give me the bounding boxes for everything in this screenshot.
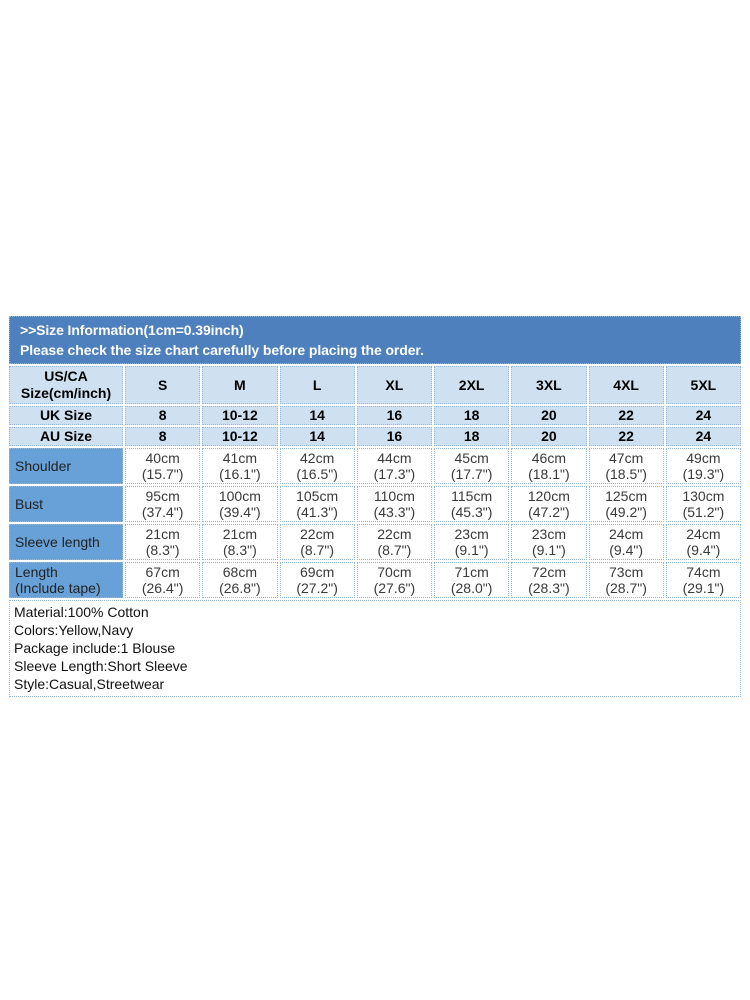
measurement-cm: 70cm xyxy=(377,564,412,580)
measurement-label-line: Sleeve length xyxy=(15,534,100,550)
measurement-label xyxy=(9,486,123,522)
banner-row xyxy=(9,316,741,364)
uk-row-value: 22 xyxy=(589,406,664,425)
corner-header-line2: Size(cm/inch) xyxy=(20,385,112,401)
measurement-cm: 100cm xyxy=(218,488,261,504)
measurement-value xyxy=(202,486,277,522)
measurement-value xyxy=(434,486,509,522)
measurement-cm: 46cm xyxy=(531,450,566,466)
measurement-row xyxy=(9,562,741,598)
measurement-value xyxy=(280,562,355,598)
measurement-inch: (8.7") xyxy=(300,542,334,558)
measurement-value xyxy=(589,448,664,484)
au-row-value: 22 xyxy=(589,427,664,446)
measurement-inch: (51.2") xyxy=(682,504,725,520)
size-column-header-2xl: 2XL xyxy=(434,366,509,404)
measurement-cm: 44cm xyxy=(377,450,412,466)
measurement-inch: (26.8") xyxy=(219,580,261,596)
measurement-inch: (27.6") xyxy=(373,580,416,596)
measurement-inch: (17.3") xyxy=(373,466,416,482)
measurement-value xyxy=(202,562,277,598)
banner-title: >>Size Information(1cm=0.39inch) xyxy=(20,322,244,338)
measurement-value xyxy=(357,562,432,598)
au-size-row xyxy=(9,427,741,446)
measurement-cm: 95cm xyxy=(145,488,180,504)
measurement-cm: 41cm xyxy=(222,450,257,466)
measurement-value xyxy=(202,524,277,560)
measurement-value xyxy=(357,486,432,522)
measurement-cm: 21cm xyxy=(145,526,180,542)
measurement-cm: 24cm xyxy=(686,526,721,542)
notes-row xyxy=(9,600,741,697)
measurement-row xyxy=(9,524,741,560)
measurement-value xyxy=(666,524,741,560)
measurement-label-line: Shoulder xyxy=(15,458,72,474)
measurement-cm: 68cm xyxy=(222,564,257,580)
measurement-cm: 23cm xyxy=(454,526,489,542)
measurement-inch: (9.4") xyxy=(609,542,643,558)
measurement-value xyxy=(280,486,355,522)
measurement-inch: (8.7") xyxy=(377,542,412,558)
measurement-value xyxy=(280,524,355,560)
note-line: Style:Casual,Streetwear xyxy=(14,676,165,692)
measurement-cm: 45cm xyxy=(454,450,489,466)
au-row-value: 10-12 xyxy=(202,427,277,446)
measurement-cm: 24cm xyxy=(609,526,644,542)
measurement-value xyxy=(589,524,664,560)
measurement-inch: (28.3") xyxy=(528,580,570,596)
measurement-label xyxy=(9,448,123,484)
size-column-header-5xl: 5XL xyxy=(666,366,741,404)
measurement-value xyxy=(589,562,664,598)
uk-row-value: 14 xyxy=(280,406,355,425)
measurement-value xyxy=(666,448,741,484)
measurement-inch: (26.4") xyxy=(141,580,184,596)
product-notes xyxy=(9,600,741,697)
measurement-label-line: (Include tape) xyxy=(15,580,101,596)
au-row-value: 18 xyxy=(434,427,509,446)
measurement-inch: (9.4") xyxy=(686,542,721,558)
measurement-cm: 110cm xyxy=(373,488,415,504)
au-size-label: AU Size xyxy=(9,427,123,446)
measurement-inch: (15.7") xyxy=(141,466,184,482)
measurement-value xyxy=(511,524,586,560)
measurement-cm: 73cm xyxy=(609,564,644,580)
size-column-header-m: M xyxy=(202,366,277,404)
measurement-cm: 22cm xyxy=(300,526,335,542)
measurement-cm: 22cm xyxy=(377,526,412,542)
measurement-inch: (47.2") xyxy=(528,504,570,520)
measurement-inch: (28.0") xyxy=(450,580,493,596)
measurement-cm: 115cm xyxy=(451,488,493,504)
measurement-cm: 49cm xyxy=(686,450,721,466)
size-chart-table xyxy=(7,314,743,699)
measurement-cm: 21cm xyxy=(222,526,257,542)
measurement-cm: 130cm xyxy=(682,488,725,504)
measurement-inch: (8.3") xyxy=(222,542,257,558)
measurement-inch: (8.3") xyxy=(145,542,180,558)
measurement-cm: 74cm xyxy=(686,564,721,580)
measurement-inch: (16.1") xyxy=(219,466,261,482)
measurement-value xyxy=(125,524,200,560)
measurement-cm: 120cm xyxy=(527,488,570,504)
measurement-inch: (9.1") xyxy=(454,542,489,558)
measurement-inch: (18.5") xyxy=(605,466,647,482)
au-row-value: 24 xyxy=(666,427,741,446)
measurement-value xyxy=(434,448,509,484)
size-column-header-xl: XL xyxy=(357,366,432,404)
measurement-inch: (27.2") xyxy=(296,580,338,596)
measurement-label-line: Bust xyxy=(15,496,44,512)
measurement-inch: (18.1") xyxy=(528,466,570,482)
measurement-cm: 125cm xyxy=(605,488,648,504)
measurement-inch: (37.4") xyxy=(141,504,184,520)
measurement-inch: (49.2") xyxy=(605,504,647,520)
measurement-inch: (19.3") xyxy=(682,466,725,482)
size-column-header-s: S xyxy=(125,366,200,404)
measurement-value xyxy=(280,448,355,484)
measurement-inch: (39.4") xyxy=(219,504,261,520)
measurement-value xyxy=(125,448,200,484)
measurement-cm: 69cm xyxy=(300,564,335,580)
note-line: Sleeve Length:Short Sleeve xyxy=(14,658,188,674)
measurement-value xyxy=(125,562,200,598)
measurement-cm: 23cm xyxy=(531,526,566,542)
measurement-inch: (43.3") xyxy=(373,504,416,520)
au-row-value: 16 xyxy=(357,427,432,446)
measurement-value xyxy=(357,448,432,484)
measurement-inch: (16.5") xyxy=(296,466,338,482)
note-line: Colors:Yellow,Navy xyxy=(14,622,134,638)
corner-header xyxy=(9,366,123,404)
au-row-value: 20 xyxy=(511,427,586,446)
measurement-inch: (41.3") xyxy=(296,504,338,520)
measurement-label xyxy=(9,524,123,560)
size-column-header-4xl: 4XL xyxy=(589,366,664,404)
au-row-value: 14 xyxy=(280,427,355,446)
banner xyxy=(9,316,741,364)
measurement-value xyxy=(434,562,509,598)
measurement-label-line: Length xyxy=(15,564,58,580)
measurement-inch: (28.7") xyxy=(605,580,647,596)
uk-row-value: 20 xyxy=(511,406,586,425)
measurement-inch: (17.7") xyxy=(450,466,493,482)
measurement-row xyxy=(9,486,741,522)
measurement-cm: 47cm xyxy=(609,450,644,466)
note-line: Material:100% Cotton xyxy=(14,604,149,620)
measurement-inch: (9.1") xyxy=(531,542,566,558)
measurement-cm: 40cm xyxy=(145,450,180,466)
au-row-value: 8 xyxy=(125,427,200,446)
measurement-value xyxy=(434,524,509,560)
measurement-inch: (29.1") xyxy=(682,580,725,596)
measurement-value xyxy=(511,562,586,598)
measurement-value xyxy=(511,448,586,484)
uk-row-value: 8 xyxy=(125,406,200,425)
measurement-inch: (45.3") xyxy=(450,504,493,520)
banner-subtitle: Please check the size chart carefully before placing the order. xyxy=(20,342,424,358)
measurement-value xyxy=(666,562,741,598)
uk-row-value: 24 xyxy=(666,406,741,425)
measurement-cm: 42cm xyxy=(300,450,335,466)
measurement-row xyxy=(9,448,741,484)
measurement-label xyxy=(9,562,123,598)
corner-header-line1: US/CA xyxy=(44,368,88,384)
measurement-value xyxy=(666,486,741,522)
size-header-row xyxy=(9,366,741,404)
size-column-header-3xl: 3XL xyxy=(511,366,586,404)
measurement-cm: 72cm xyxy=(531,564,566,580)
measurement-value xyxy=(357,524,432,560)
uk-row-value: 10-12 xyxy=(202,406,277,425)
size-column-header-l: L xyxy=(280,366,355,404)
measurement-cm: 71cm xyxy=(454,564,489,580)
measurement-value xyxy=(589,486,664,522)
uk-row-value: 16 xyxy=(357,406,432,425)
uk-size-row xyxy=(9,406,741,425)
measurement-value xyxy=(511,486,586,522)
measurement-value xyxy=(125,486,200,522)
uk-size-label: UK Size xyxy=(9,406,123,425)
note-line: Package include:1 Blouse xyxy=(14,640,176,656)
uk-row-value: 18 xyxy=(434,406,509,425)
measurement-value xyxy=(202,448,277,484)
measurement-cm: 105cm xyxy=(296,488,339,504)
measurement-cm: 67cm xyxy=(145,564,180,580)
